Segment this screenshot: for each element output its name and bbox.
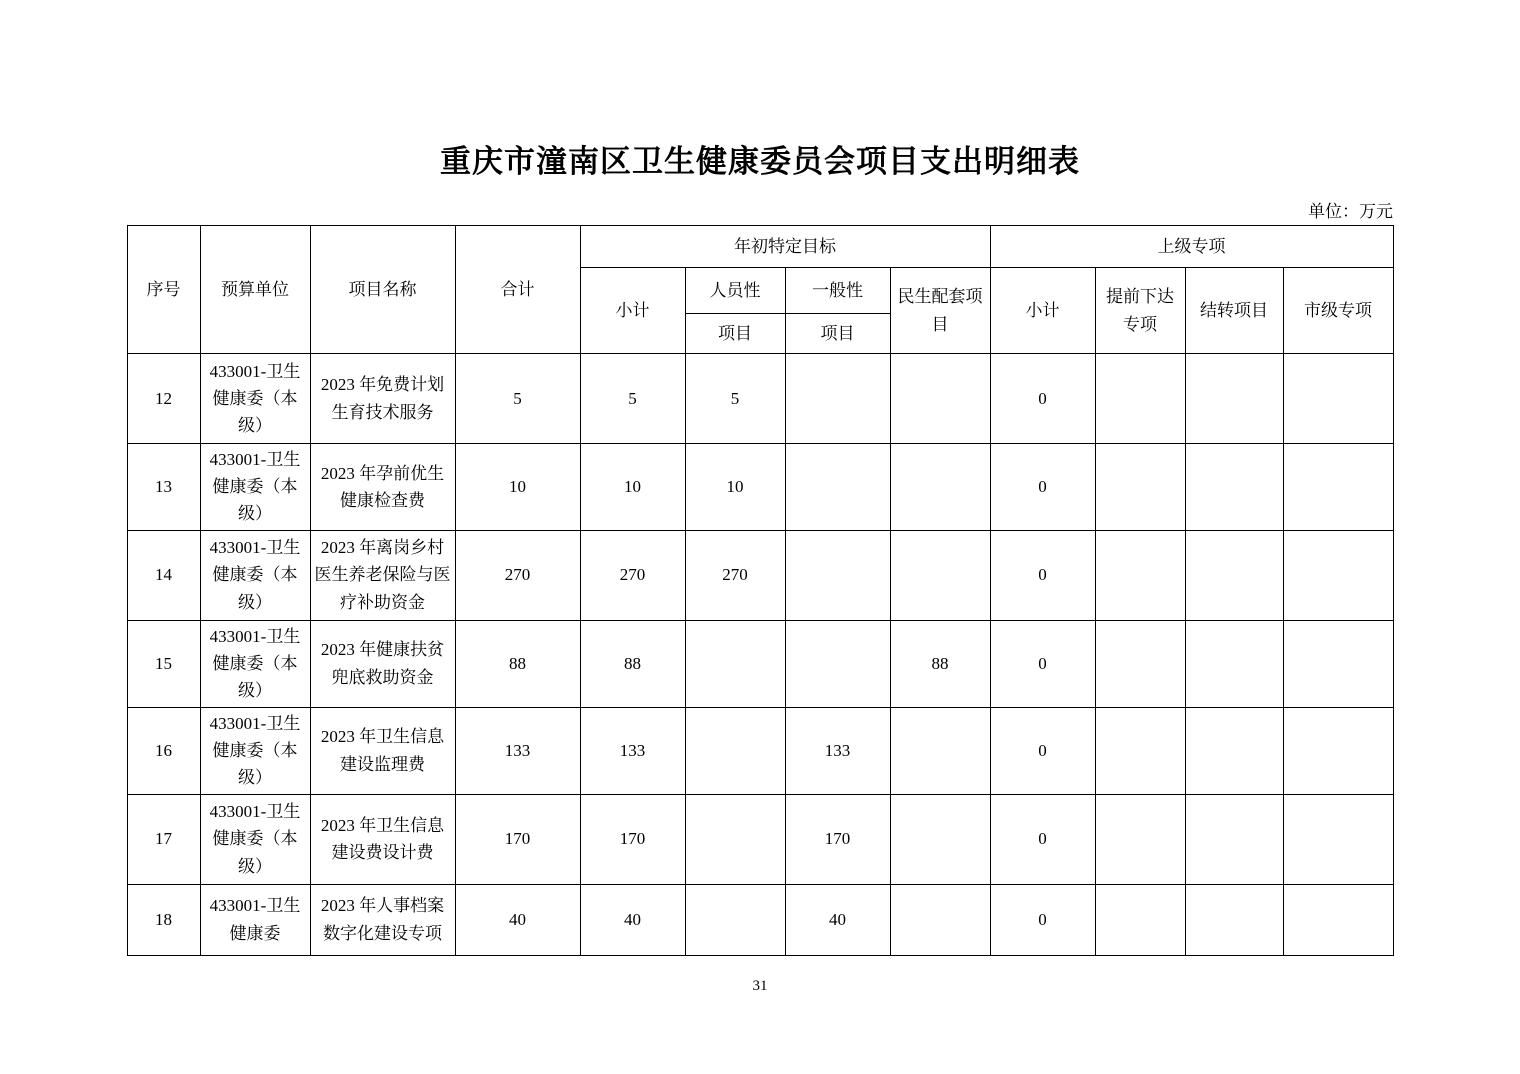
col-header-subtotal-targets: 小计 bbox=[580, 268, 685, 354]
cell-budget-unit: 433001-卫生健康委（本级） bbox=[200, 530, 310, 620]
cell-project-name: 2023 年离岗乡村医生养老保险与医疗补助资金 bbox=[310, 530, 455, 620]
cell-general bbox=[785, 620, 890, 707]
cell-municipal bbox=[1283, 354, 1393, 444]
cell-target-subtotal: 133 bbox=[580, 707, 685, 794]
cell-project-name: 2023 年免费计划生育技术服务 bbox=[310, 354, 455, 444]
group-header-year-targets bbox=[580, 226, 990, 268]
col-header-project-name: 项目名称 bbox=[310, 226, 455, 354]
cell-serial: 18 bbox=[127, 884, 200, 955]
cell-personnel bbox=[685, 707, 785, 794]
col-header-personnel-project: 项目 bbox=[685, 314, 785, 354]
table-header bbox=[127, 226, 1393, 354]
cell-budget-unit: 433001-卫生健康委 bbox=[200, 884, 310, 955]
group-header-superior-special-label: 上级专项 bbox=[1157, 236, 1226, 256]
cell-superior-subtotal: 0 bbox=[990, 354, 1095, 444]
table-row bbox=[127, 530, 1393, 620]
cell-target-subtotal: 5 bbox=[580, 354, 685, 444]
table-row bbox=[127, 884, 1393, 955]
cell-municipal bbox=[1283, 707, 1393, 794]
table-body bbox=[127, 354, 1393, 956]
cell-livelihood bbox=[890, 884, 990, 955]
cell-general bbox=[785, 444, 890, 531]
cell-total: 133 bbox=[455, 707, 580, 794]
cell-project-name: 2023 年卫生信息建设监理费 bbox=[310, 707, 455, 794]
header-row-1 bbox=[127, 226, 1393, 268]
cell-superior-subtotal: 0 bbox=[990, 884, 1095, 955]
cell-project-name: 2023 年孕前优生健康检查费 bbox=[310, 444, 455, 531]
cell-municipal bbox=[1283, 530, 1393, 620]
cell-advance bbox=[1095, 354, 1185, 444]
cell-advance bbox=[1095, 444, 1185, 531]
cell-carryover bbox=[1185, 884, 1283, 955]
cell-personnel bbox=[685, 620, 785, 707]
group-header-superior-special bbox=[990, 226, 1393, 268]
cell-livelihood bbox=[890, 354, 990, 444]
cell-target-subtotal: 170 bbox=[580, 794, 685, 884]
cell-target-subtotal: 88 bbox=[580, 620, 685, 707]
col-header-personnel: 人员性 bbox=[685, 268, 785, 314]
cell-personnel: 10 bbox=[685, 444, 785, 531]
cell-project-name: 2023 年卫生信息建设费设计费 bbox=[310, 794, 455, 884]
col-header-livelihood: 民生配套项目 bbox=[890, 268, 990, 354]
cell-general bbox=[785, 530, 890, 620]
cell-total: 270 bbox=[455, 530, 580, 620]
cell-serial: 15 bbox=[127, 620, 200, 707]
col-header-carryover: 结转项目 bbox=[1185, 268, 1283, 354]
cell-general: 170 bbox=[785, 794, 890, 884]
cell-budget-unit: 433001-卫生健康委（本级） bbox=[200, 354, 310, 444]
cell-advance bbox=[1095, 530, 1185, 620]
cell-municipal bbox=[1283, 620, 1393, 707]
cell-serial: 13 bbox=[127, 444, 200, 531]
cell-total: 88 bbox=[455, 620, 580, 707]
cell-carryover bbox=[1185, 354, 1283, 444]
cell-personnel bbox=[685, 794, 785, 884]
cell-advance bbox=[1095, 620, 1185, 707]
unit-note: 单位：万元 bbox=[1308, 202, 1393, 221]
cell-budget-unit: 433001-卫生健康委（本级） bbox=[200, 620, 310, 707]
cell-municipal bbox=[1283, 794, 1393, 884]
cell-general bbox=[785, 354, 890, 444]
cell-carryover bbox=[1185, 530, 1283, 620]
cell-advance bbox=[1095, 707, 1185, 794]
cell-serial: 14 bbox=[127, 530, 200, 620]
cell-advance bbox=[1095, 794, 1185, 884]
cell-serial: 17 bbox=[127, 794, 200, 884]
cell-carryover bbox=[1185, 620, 1283, 707]
cell-budget-unit: 433001-卫生健康委（本级） bbox=[200, 794, 310, 884]
cell-personnel: 270 bbox=[685, 530, 785, 620]
table-row bbox=[127, 794, 1393, 884]
table-row bbox=[127, 354, 1393, 444]
cell-serial: 12 bbox=[127, 354, 200, 444]
cell-project-name: 2023 年人事档案数字化建设专项 bbox=[310, 884, 455, 955]
cell-livelihood: 88 bbox=[890, 620, 990, 707]
cell-target-subtotal: 270 bbox=[580, 530, 685, 620]
cell-serial: 16 bbox=[127, 707, 200, 794]
col-header-general: 一般性 bbox=[785, 268, 890, 314]
table-row bbox=[127, 707, 1393, 794]
cell-carryover bbox=[1185, 794, 1283, 884]
cell-personnel bbox=[685, 884, 785, 955]
cell-target-subtotal: 40 bbox=[580, 884, 685, 955]
page-number: 31 bbox=[752, 977, 768, 994]
cell-target-subtotal: 10 bbox=[580, 444, 685, 531]
cell-budget-unit: 433001-卫生健康委（本级） bbox=[200, 707, 310, 794]
cell-superior-subtotal: 0 bbox=[990, 707, 1095, 794]
cell-carryover bbox=[1185, 444, 1283, 531]
cell-carryover bbox=[1185, 707, 1283, 794]
cell-superior-subtotal: 0 bbox=[990, 794, 1095, 884]
table-row bbox=[127, 620, 1393, 707]
cell-total: 10 bbox=[455, 444, 580, 531]
col-header-municipal-special: 市级专项 bbox=[1283, 268, 1393, 354]
group-header-year-targets-label: 年初特定目标 bbox=[734, 236, 836, 256]
cell-superior-subtotal: 0 bbox=[990, 530, 1095, 620]
col-header-general-project: 项目 bbox=[785, 314, 890, 354]
cell-superior-subtotal: 0 bbox=[990, 620, 1095, 707]
cell-general: 133 bbox=[785, 707, 890, 794]
table-row bbox=[127, 444, 1393, 531]
col-header-budget-unit: 预算单位 bbox=[200, 226, 310, 354]
cell-livelihood bbox=[890, 530, 990, 620]
col-header-advance-special: 提前下达专项 bbox=[1095, 268, 1185, 354]
cell-municipal bbox=[1283, 884, 1393, 955]
col-header-total: 合计 bbox=[455, 226, 580, 354]
cell-advance bbox=[1095, 884, 1185, 955]
col-header-subtotal-superior: 小计 bbox=[990, 268, 1095, 354]
cell-total: 170 bbox=[455, 794, 580, 884]
cell-total: 5 bbox=[455, 354, 580, 444]
cell-budget-unit: 433001-卫生健康委（本级） bbox=[200, 444, 310, 531]
cell-project-name: 2023 年健康扶贫兜底救助资金 bbox=[310, 620, 455, 707]
budget-expenditure-table bbox=[127, 225, 1394, 956]
col-header-serial: 序号 bbox=[127, 226, 200, 354]
cell-general: 40 bbox=[785, 884, 890, 955]
cell-livelihood bbox=[890, 707, 990, 794]
cell-superior-subtotal: 0 bbox=[990, 444, 1095, 531]
cell-personnel: 5 bbox=[685, 354, 785, 444]
cell-total: 40 bbox=[455, 884, 580, 955]
page-title: 重庆市潼南区卫生健康委员会项目支出明细表 bbox=[440, 144, 1080, 179]
cell-livelihood bbox=[890, 444, 990, 531]
cell-municipal bbox=[1283, 444, 1393, 531]
cell-livelihood bbox=[890, 794, 990, 884]
